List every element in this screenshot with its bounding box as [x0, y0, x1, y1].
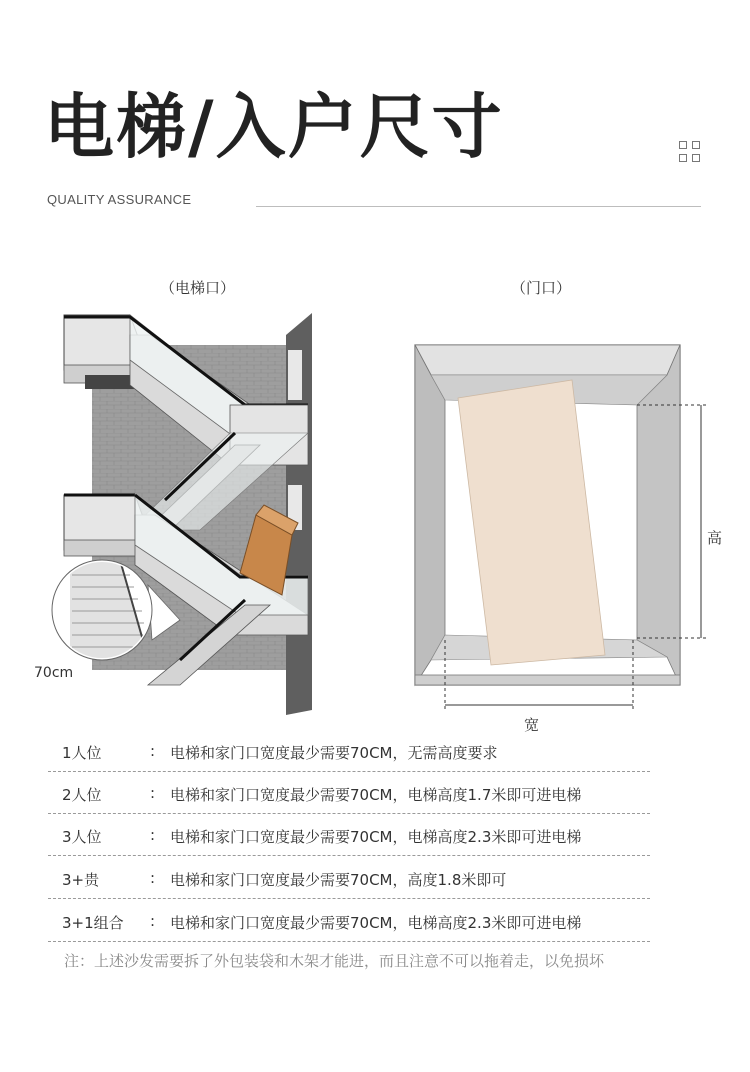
doorway-illustration	[405, 335, 715, 720]
spec-colon: :	[150, 869, 156, 887]
spec-text: 电梯和家门口宽度最少需要70CM，无需高度要求	[170, 744, 498, 762]
spec-row-5	[48, 904, 650, 942]
spec-colon: :	[150, 742, 156, 760]
height-label: 高	[707, 529, 723, 547]
grid-cell	[692, 141, 700, 149]
grid-cell	[679, 154, 687, 162]
spec-colon: :	[150, 784, 156, 802]
spec-label: 3+1组合	[62, 914, 124, 932]
spec-row-3	[48, 818, 650, 856]
grid-cell	[692, 154, 700, 162]
staircase-illustration	[30, 305, 330, 720]
width-label: 宽	[524, 716, 540, 734]
page-subtitle: QUALITY ASSURANCE	[47, 192, 192, 207]
spec-row-1	[48, 734, 650, 772]
grid-icon[interactable]	[679, 141, 701, 163]
footnote: 注：上述沙发需要拆了外包装袋和木架才能进，而且注意不可以拖着走，以免损坏	[64, 952, 605, 970]
spec-label: 3人位	[62, 828, 102, 846]
spec-text: 电梯和家门口宽度最少需要70CM，电梯高度1.7米即可进电梯	[170, 786, 582, 804]
spec-text: 电梯和家门口宽度最少需要70CM，电梯高度2.3米即可进电梯	[170, 914, 582, 932]
door-caption: （门口）	[511, 279, 572, 297]
page-title: 电梯/入户尺寸	[44, 86, 504, 168]
spec-row-2	[48, 776, 650, 814]
spec-row-4	[48, 861, 650, 899]
spec-colon: :	[150, 826, 156, 844]
spec-label: 3+贵	[62, 871, 100, 889]
spec-text: 电梯和家门口宽度最少需要70CM，高度1.8米即可	[170, 871, 507, 889]
grid-cell	[679, 141, 687, 149]
spec-label: 1人位	[62, 744, 102, 762]
width-70cm-label: 70cm	[34, 665, 74, 681]
spec-text: 电梯和家门口宽度最少需要70CM，电梯高度2.3米即可进电梯	[170, 828, 582, 846]
spec-label: 2人位	[62, 786, 102, 804]
spec-colon: :	[150, 912, 156, 930]
elevator-caption: （电梯口）	[160, 279, 236, 297]
header-divider	[256, 206, 701, 207]
